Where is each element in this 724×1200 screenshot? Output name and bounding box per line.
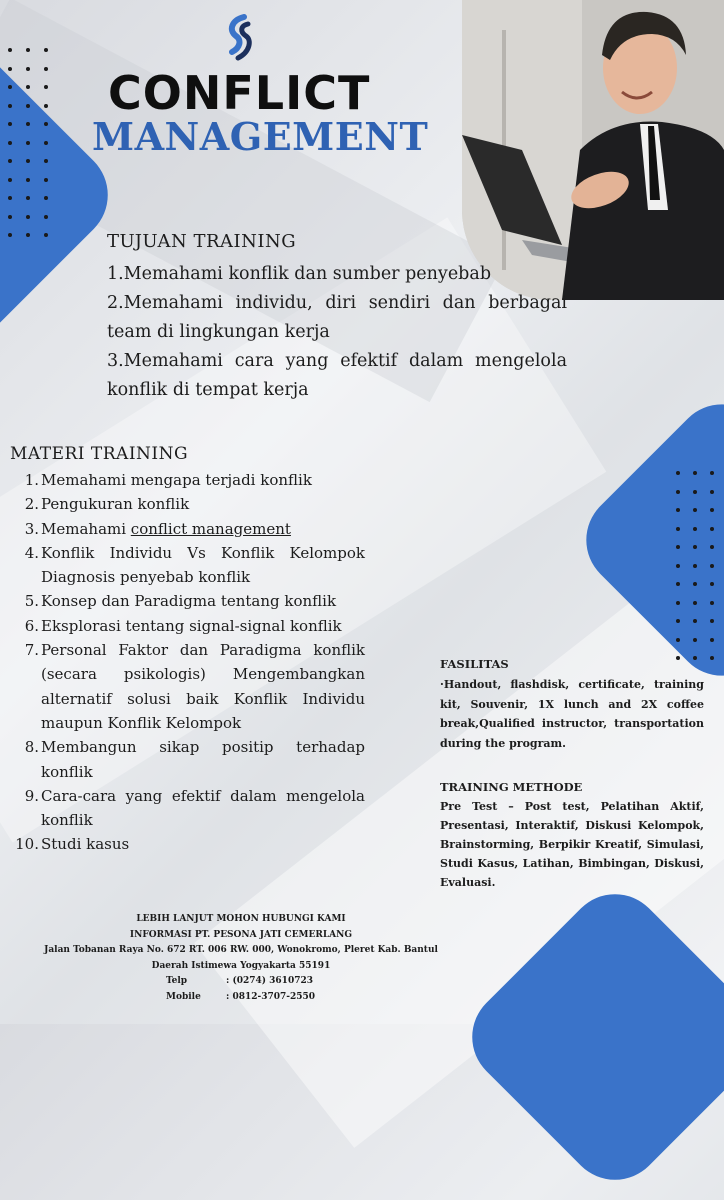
footer-mobile-row [0, 990, 482, 1006]
decor-dot [710, 656, 714, 660]
decor-dot [26, 196, 30, 200]
decor-dot [26, 48, 30, 52]
decor-dot [676, 545, 680, 549]
decor-dot [44, 215, 48, 219]
decor-dot [676, 656, 680, 660]
decor-dot [44, 85, 48, 89]
tujuan-list [107, 260, 567, 405]
list-item [10, 784, 365, 833]
decor-dot [8, 122, 12, 126]
list-item [10, 614, 365, 638]
list-number: 4. [24, 543, 39, 562]
decor-dot [26, 178, 30, 182]
list-text: Personal Faktor dan Paradigma konflik (secara psikologis) Mengembangkan alternatif solusi baik Konflik Individu maupun Konflik Kelompok [41, 641, 365, 732]
title-management: MANAGEMENT [92, 114, 429, 159]
decor-dot [693, 508, 697, 512]
contact-footer [0, 912, 482, 1005]
decor-dot [693, 490, 697, 494]
decor-dot [26, 233, 30, 237]
list-number: 6. [24, 616, 39, 635]
list-number: 10. [15, 835, 39, 854]
decor-dot [710, 638, 714, 642]
decor-dot [710, 582, 714, 586]
list-item [10, 832, 365, 856]
decor-dot [710, 564, 714, 568]
mobile-value[interactable]: : 0812-3707-2550 [226, 991, 316, 1002]
decor-dot [676, 490, 680, 494]
footer-line: LEBIH LANJUT MOHON HUBUNGI KAMI [136, 914, 346, 924]
list-number: 2. [24, 495, 39, 514]
telp-label: Telp [166, 976, 188, 986]
list-text: Studi kasus [41, 835, 130, 854]
decor-dot [8, 48, 12, 52]
list-text: Memahami mengapa terjadi konflik [41, 471, 312, 489]
decor-dot [8, 178, 12, 182]
tujuan-heading: TUJUAN TRAINING [107, 231, 297, 252]
decor-dot [693, 471, 697, 475]
decor-dot [26, 85, 30, 89]
decor-dot [693, 656, 697, 660]
list-number: 9. [24, 786, 39, 805]
decor-dot [26, 104, 30, 108]
decor-dot [44, 48, 48, 52]
decor-dot [44, 141, 48, 145]
decor-dot [710, 527, 714, 531]
list-text: Pengukuran konflik [41, 495, 190, 514]
list-item [10, 517, 365, 541]
decor-dot [44, 104, 48, 108]
list-text: Membangun sikap positip terhadap konflik [41, 738, 365, 781]
list-item [10, 735, 365, 784]
decor-dot [676, 527, 680, 531]
dot-grid-left [8, 48, 62, 252]
decor-dot [676, 619, 680, 623]
fasilitas-text: ·Handout, flashdisk, certificate, training kit, Souvenir, 1X lunch and 2X coffee break,Qualified instructor, transportation during the program. [440, 678, 704, 750]
list-item [10, 589, 365, 613]
decor-dot [676, 508, 680, 512]
decor-dot [710, 471, 714, 475]
decor-dot [710, 508, 714, 512]
footer-address: Jalan Tobanan Raya No. 672 RT. 006 RW. 000, Wonokromo, Pleret Kab. Bantul [44, 945, 438, 955]
footer-telp-row [0, 974, 482, 990]
list-text [41, 517, 365, 541]
decor-dot [8, 233, 12, 237]
decor-dot [693, 527, 697, 531]
decor-dot [26, 67, 30, 71]
list-item [10, 541, 365, 590]
decor-dot [8, 85, 12, 89]
materi-list [10, 468, 365, 857]
decor-dot [26, 122, 30, 126]
decor-dot [8, 215, 12, 219]
decor-dot [676, 471, 680, 475]
footer-line: INFORMASI PT. PESONA JATI CEMERLANG [129, 929, 353, 940]
dot-grid-right [676, 471, 724, 675]
decor-dot [26, 159, 30, 163]
list-item [10, 492, 365, 516]
title-conflict: CONFLICT [108, 66, 371, 120]
footer-region: Daerah Istimewa Yogyakarta 55191 [151, 960, 331, 971]
list-text: Eksplorasi tentang signal-signal konflik [41, 616, 342, 635]
decor-dot [8, 141, 12, 145]
decor-dot [44, 122, 48, 126]
list-text: Konsep dan Paradigma tentang konflik [41, 592, 337, 611]
metode-text: Pre Test – Post test, Pelatihan Aktif, Presentasi, Interaktif, Diskusi Kelompok, Brainstorming, Berpikir Kreatif, Simulasi, Studi Kasus, Latihan, Bimbingan, Diskusi, Evaluasi. [440, 800, 704, 889]
decor-dot [26, 215, 30, 219]
list-text-prefix: Memahami [41, 519, 131, 538]
decor-dot [693, 601, 697, 605]
list-number: 1. [24, 471, 39, 489]
tujuan-item: 2.Memahami individu, diri sendiri dan berbagai team di lingkungan kerja [107, 293, 567, 342]
businessman-photo [462, 0, 724, 300]
decor-dot [26, 141, 30, 145]
decor-dot [44, 67, 48, 71]
list-item [10, 638, 365, 735]
tujuan-item: 3.Memahami cara yang efektif dalam mengelola konflik di tempat kerja [107, 351, 567, 400]
decor-dot [710, 601, 714, 605]
decor-dot [676, 564, 680, 568]
materi-heading: MATERI TRAINING [10, 444, 189, 464]
decor-dot [44, 196, 48, 200]
decor-dot [693, 545, 697, 549]
decor-dot [8, 159, 12, 163]
decor-dot [44, 233, 48, 237]
decor-dot [693, 564, 697, 568]
conflict-management-link[interactable]: conflict management [130, 519, 291, 538]
decor-dot [8, 67, 12, 71]
mobile-label: Mobile [166, 991, 201, 1002]
list-number: 5. [24, 592, 39, 611]
list-text: Cara-cara yang efektif dalam mengelola konflik [41, 786, 365, 830]
tujuan-item: 1.Memahami konflik dan sumber penyebab [107, 264, 492, 284]
decor-dot [710, 545, 714, 549]
list-number: 7. [24, 641, 39, 660]
decor-dot [693, 638, 697, 642]
fasilitas-heading: FASILITAS [440, 657, 509, 671]
decor-dot [8, 196, 12, 200]
metode-heading: TRAINING METHODE [440, 780, 583, 794]
decor-dot [676, 638, 680, 642]
decor-dot [693, 582, 697, 586]
decor-dot [676, 601, 680, 605]
decor-dot [8, 104, 12, 108]
list-text: Konflik Individu Vs Konflik Kelompok Diagnosis penyebab konflik [41, 543, 365, 587]
swirl-logo-icon [222, 14, 256, 62]
decor-dot [710, 490, 714, 494]
decor-dot [693, 619, 697, 623]
decor-dot [44, 178, 48, 182]
list-number: 3. [24, 519, 39, 538]
decor-dot [710, 619, 714, 623]
decor-dot [44, 159, 48, 163]
decor-dot [676, 582, 680, 586]
telp-value[interactable]: : (0274) 3610723 [226, 976, 313, 986]
list-number: 8. [24, 738, 39, 757]
list-item [10, 468, 365, 492]
